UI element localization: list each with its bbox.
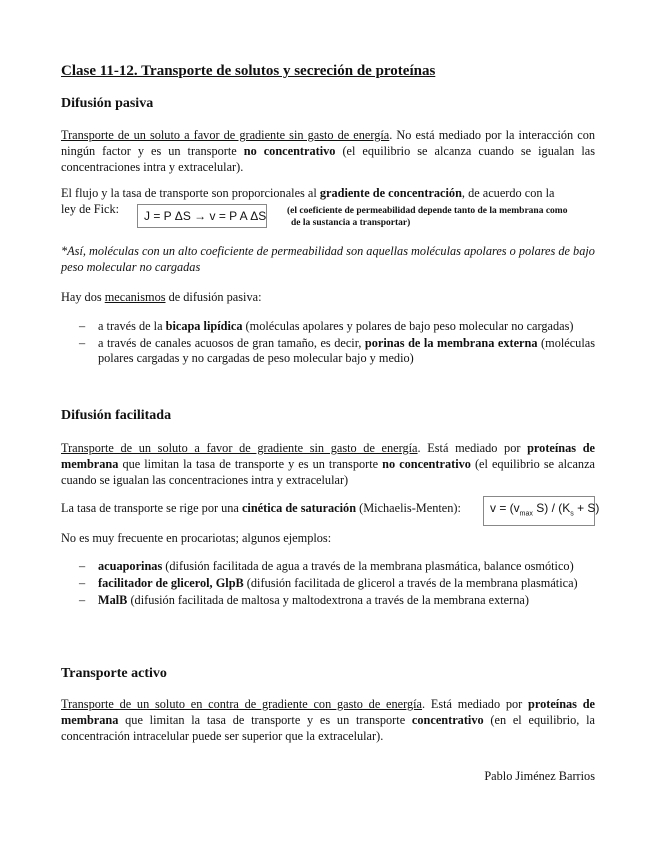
heading-difusion-pasiva: Difusión pasiva: [61, 96, 154, 111]
page-title: Clase 11-12. Transporte de solutos y secreción de proteínas: [61, 63, 436, 79]
italic-permeability-note: *Así, moléculas con un alto coeficiente de permeabilidad son aquellas moléculas apolares o polares de bajo peso molecular no cargadas: [61, 244, 595, 274]
fick-formula-box: J = P ΔS → v = P A ΔS: [137, 204, 267, 228]
list-item: – a través de la bicapa lipídica (moléculas apolares y polares de bajo peso molecular no cargadas): [79, 319, 574, 333]
paragraph-michaelis-menten: La tasa de transporte se rige por una cinética de saturación (Michaelis-Menten):: [61, 501, 461, 515]
paragraph-pasiva-definition: Transporte de un soluto a favor de gradiente sin gasto de energía. No está mediado por la interacción con ningún factor y es un transporte no concentrativo (el equilibrio se alcanza cuando se igualan las concentraciones intra y extracelular).: [61, 128, 595, 174]
paragraph-mechanisms: Hay dos mecanismos de difusión pasiva:: [61, 290, 262, 304]
list-item: – facilitador de glicerol, GlpB (difusión facilitada de glicerol a través de la membrana plasmática): [79, 576, 578, 590]
paragraph-examples-intro: No es muy frecuente en procariotas; algunos ejemplos:: [61, 531, 332, 545]
paragraph-activo-definition: Transporte de un soluto en contra de gradiente con gasto de energía. Está mediado por proteínas de membrana que limitan la tasa de transporte y es un transporte concentrativo (en el equilibrio, la concentración intracelular puede ser superior que la extracelular).: [61, 697, 596, 743]
heading-transporte-activo: Transporte activo: [61, 666, 167, 681]
list-ejemplos: [61, 559, 595, 610]
paragraph-fick-flux: El flujo y la tasa de transporte son proporcionales al gradiente de concentración, de acuerdo con la ley de Fick:: [61, 186, 555, 216]
michaelis-menten-formula-box: $v = (v_{max}$ $S) / (K_s + S)$: [483, 496, 595, 526]
author-name: Pablo Jiménez Barrios: [484, 769, 595, 783]
fick-note: (el coeficiente de permeabilidad depende tanto de la membrana como de la sustancia a transportar): [287, 206, 568, 228]
list-mecanismos: [61, 319, 595, 368]
list-item: – a través de canales acuosos de gran tamaño, es decir, porinas de la membrana externa (moléculas polares cargadas y no cargadas de peso molecular bajo y medio): [79, 336, 595, 365]
list-item: – MalB (difusión facilitada de maltosa y maltodextrona a través de la membrana externa): [79, 593, 529, 607]
list-item: – acuaporinas (difusión facilitada de agua a través de la membrana plasmática, balance osmótico): [79, 559, 574, 573]
definition-underlined: Transporte de un soluto a favor de gradiente sin gasto de energía: [61, 128, 390, 142]
heading-difusion-facilitada: Difusión facilitada: [61, 408, 172, 423]
paragraph-facilitada-definition: Transporte de un soluto a favor de gradiente sin gasto de energía. Está mediado por proteínas de membrana que limitan la tasa de transporte y es un transporte no concentrativo (el equilibrio se alcanza cuando se igualan las concentraciones intra y extracelular): [61, 441, 596, 487]
